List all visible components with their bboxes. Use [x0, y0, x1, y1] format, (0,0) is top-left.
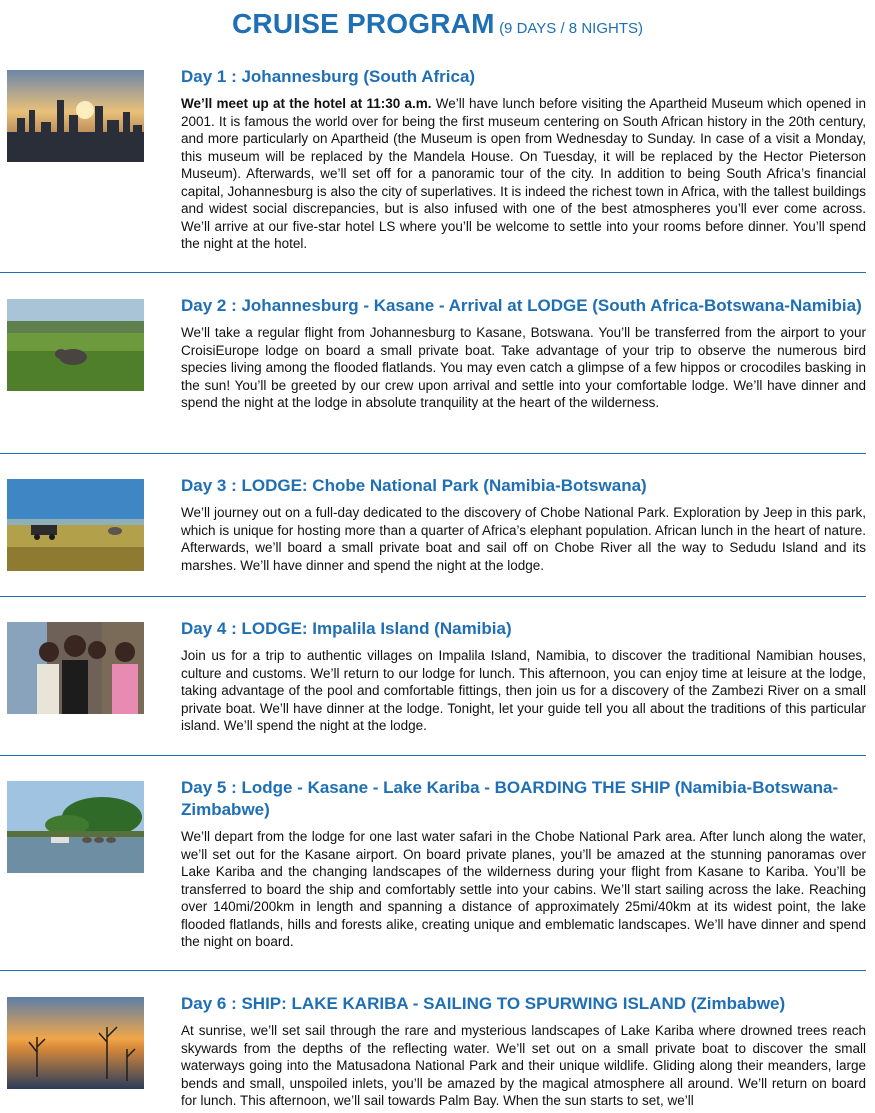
day-1-photo-johannesburg-skyline [7, 70, 144, 162]
day-1-description [181, 95, 866, 253]
day-4-photo-village-children [7, 622, 144, 714]
day-6-title: Day 6 : SHIP: LAKE KARIBA - SAILING TO SPURWING ISLAND (Zimbabwe) [181, 994, 786, 1013]
day-5-description: We’ll depart from the lodge for one last water safari in the Chobe National Park area. After lunch along the water, we’ll set out for the Kasane airport. On board private planes, you’ll be amazed at the stunning panoramas over Lake Kariba and the changing landscapes of the wilderness during your flight from Kasane to Kariba. You’ll be transferred to board the ship and comfortably settle into your cabins. We’ll start sailing across the lake. Reaching over 140mi/200km in length and spanning a distance of approximately 25mi/40km at its widest point, the lake flooded flatlands, hills and forests alike, creating unique and emblematic landscapes. We’ll have dinner and spend the night on board. [181, 829, 866, 949]
day-3-photo-jeep-safari [7, 479, 144, 571]
divider [0, 453, 866, 454]
divider [0, 755, 866, 756]
day-5-photo-river-elephants [7, 781, 144, 873]
day-5-title: Day 5 : Lodge - Kasane - Lake Kariba - BOARDING THE SHIP (Namibia-Botswana-Zimbabwe) [181, 778, 839, 819]
divider [0, 970, 866, 971]
day-4-description: Join us for a trip to authentic villages on Impalila Island, Namibia, to discover the traditional Namibian houses, culture and customs. We’ll return to our lodge for lunch. This afternoon, you can enjoy time at leisure at the lodge, taking advantage of the pool and comfortable fittings, then join us for a discovery of the Zambezi River on a small private boat. We’ll have dinner at the lodge. Tonight, let your guide tell you all about the traditions of this particular island. We’ll spend the night at the lodge. [181, 648, 866, 733]
day-4-title: Day 4 : LODGE: Impalila Island (Namibia) [181, 619, 512, 638]
day-5-body [181, 777, 866, 951]
day-1-lead: We’ll meet up at the hotel at 11:30 a.m. [181, 96, 432, 111]
day-3-description: We’ll journey out on a full-day dedicated to the discovery of Chobe National Park. Exploration by Jeep in this park, which is unique for hosting more than a quarter of Africa’s elephant population. African lunch in the heart of nature. Afterwards, we’ll board a small private boat and sail off on Chobe River all the way to Sedudu Island and its marshes. We’ll have dinner and spend the night at the lodge. [181, 505, 866, 573]
page-title: CRUISE PROGRAM [232, 8, 495, 39]
page-subtitle: (9 DAYS / 8 NIGHTS) [499, 20, 643, 37]
day-2-photo-hippo-wetland [7, 299, 144, 391]
day-4-body [181, 618, 866, 735]
divider [0, 272, 866, 273]
page-header [0, 8, 875, 40]
day-2-description: We’ll take a regular flight from Johannesburg to Kasane, Botswana. You’ll be transferred from the airport to your CroisiEurope lodge on board a small private boat. Take advantage of your trip to observe the numerous bird species living among the flooded flatlands. You may even catch a glimpse of a few hippos or crocodiles basking in the sun! You’ll be greeted by our crew upon arrival and settle into your comfortable lodge. We’ll have dinner and spend the night at the lodge in absolute tranquility at the heart of the wilderness. [181, 325, 866, 410]
day-2-title: Day 2 : Johannesburg - Kasane - Arrival at LODGE (South Africa-Botswana-Namibia) [181, 296, 862, 315]
day-6-description: At sunrise, we’ll set sail through the rare and mysterious landscapes of Lake Kariba where drowned trees reach skywards from the depths of the reflecting water. We’ll set out on a small private boat to discover the small waterways going into the Matusadona National Park and their unique wildlife. Gliding along their meanders, large bends and small, unspoiled inlets, you’ll be amazed by the magical atmosphere all around. We’ll return on board for lunch. This afternoon, we’ll sail towards Palm Bay. When the sun starts to set, we’ll [181, 1023, 866, 1108]
day-1-title: Day 1 : Johannesburg (South Africa) [181, 67, 476, 86]
day-6-photo-lake-kariba-sunset [7, 997, 144, 1089]
day-1-body [181, 66, 866, 253]
day-3-title: Day 3 : LODGE: Chobe National Park (Namibia-Botswana) [181, 476, 647, 495]
divider [0, 596, 866, 597]
day-1-text: We’ll have lunch before visiting the Apartheid Museum which opened in 2001. It is famous the world over for being the first museum centering on South African history in the 20th century, and more particularly on Apartheid (the Museum is open from Wednesday to Sunday. In case of a visit a Monday, this museum will be replaced by the Mandela House. On Tuesday, it will be replaced by the Hector Pieterson Museum). Afterwards, we’ll set off for a panoramic tour of the city. In addition to being South Africa’s financial capital, Johannesburg is also the city of superlatives. It is indeed the richest town in Africa, with the tallest buildings and widest social discrepancies, but is also infused with one of the best atmospheres you’ll ever come across. We’ll arrive at our five-star hotel LS where you’ll be welcome to settle into your rooms before dinner. You’ll spend the night at the hotel. [181, 96, 866, 251]
day-2-body [181, 295, 866, 412]
day-6-body [181, 993, 866, 1110]
day-3-body [181, 475, 866, 574]
